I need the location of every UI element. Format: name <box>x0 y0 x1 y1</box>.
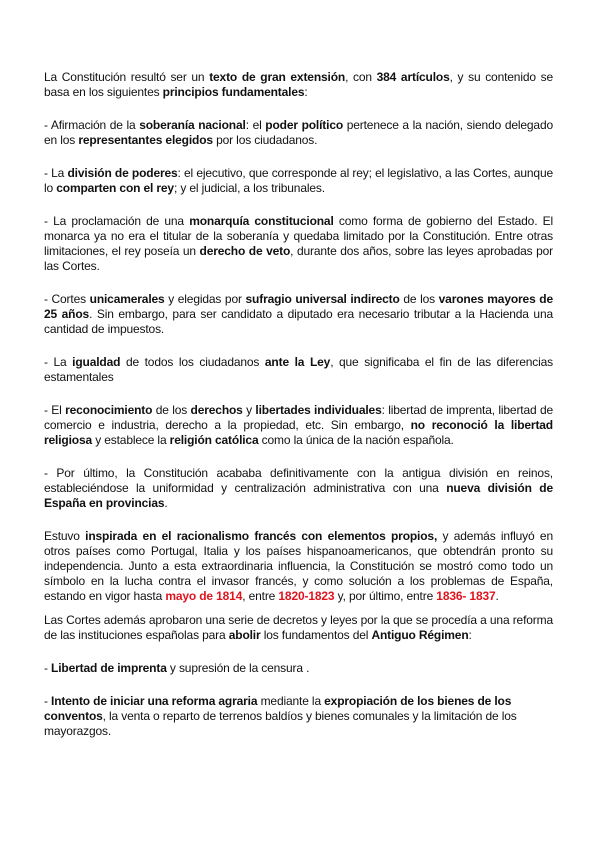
text-run: Las Cortes además aprobaron una serie de decretos y leyes por la que se procedía a una reforma de las instituciones españolas para <box>44 613 553 642</box>
bold-term: abolir <box>228 628 261 642</box>
bold-term: igualdad <box>72 355 121 369</box>
paragraph-reforma-agraria <box>44 694 553 739</box>
text-run: - Afirmación de la <box>44 118 140 132</box>
bold-term: derechos <box>190 403 243 417</box>
text-run: de todos los ciudadanos <box>120 355 265 369</box>
bold-term: inspirada en el racionalismo francés con elementos propios, <box>85 529 438 543</box>
text-run: . <box>164 496 168 510</box>
bold-term: división de poderes <box>67 166 178 180</box>
text-run: - <box>44 694 52 708</box>
text-run: por los ciudadanos. <box>212 133 318 147</box>
bold-term: varones mayores de 25 años <box>44 292 553 321</box>
text-run: - <box>44 661 52 675</box>
text-run: : <box>468 628 472 642</box>
paragraph-libertad-imprenta <box>44 661 553 676</box>
text-run: ; y el judicial, a los tribunales. <box>173 181 325 195</box>
text-run: , la venta o reparto de terrenos baldíos y bienes comunales y la limitación de los mayorazgos. <box>44 709 517 738</box>
bold-term: libertades individuales <box>255 403 382 417</box>
text-run: La Constitución resultó ser un <box>44 70 210 84</box>
text-run: . <box>495 589 499 603</box>
paragraph-influencia <box>44 529 553 604</box>
text-run: y elegidas por <box>164 292 246 306</box>
bold-term: sufragio universal indirecto <box>245 292 400 306</box>
bold-term: expropiación de los bienes de los conventos <box>44 694 512 723</box>
bold-term: comparten con el rey <box>56 181 174 195</box>
bold-term: texto de gran extensión <box>209 70 346 84</box>
text-run: y además influyó en otros países como Portugal, Italia y los países hispanoamericanos, que obtendrán pronto su independencia. Junto a esta extraordinaria influencia, la Constitución se mostró como todo un símbolo en la lucha contra el invasor francés, y como solución a los problemas de España, estando en vigor hasta <box>44 529 553 603</box>
text-run: y, por último, entre <box>334 589 437 603</box>
bold-term: ante la Ley <box>264 355 331 369</box>
text-run: de los <box>152 403 191 417</box>
text-run: pertenece a la nación, siendo delegado en los <box>44 118 553 147</box>
paragraph-decretos-leyes <box>44 613 553 643</box>
text-run: : libertad de imprenta, libertad de comercio e industria, derecho a la propiedad, etc. Sin embargo, <box>44 403 553 432</box>
bold-term: religión católica <box>169 433 259 447</box>
text-run: y establece la <box>92 433 170 447</box>
text-run: Estuvo <box>44 529 86 543</box>
paragraph-derechos-libertades <box>44 403 553 448</box>
bold-term: representantes elegidos <box>78 133 213 147</box>
bold-term: derecho de veto <box>199 244 291 258</box>
paragraph-cortes-unicamerales <box>44 292 553 337</box>
text-run: , durante dos años, sobre las leyes aprobadas por las Cortes. <box>44 244 553 273</box>
paragraph-division-poderes <box>44 166 553 196</box>
bold-term: unicamerales <box>89 292 165 306</box>
text-run: como forma de gobierno del Estado. El monarca ya no era el titular de la soberanía y quedaba limitado por la Constitución. Entre otras limitaciones, el rey poseía un <box>44 214 553 258</box>
text-run: , entre <box>242 589 279 603</box>
text-run: - El <box>44 403 66 417</box>
text-run: , que significaba el fin de las diferencias estamentales <box>44 355 553 384</box>
text-run: . Sin embargo, para ser candidato a diputado era necesario tributar a la Hacienda una cantidad de impuestos. <box>44 307 553 336</box>
bold-term: monarquía constitucional <box>189 214 334 228</box>
paragraph-soberania-nacional <box>44 118 553 148</box>
text-run: de los <box>399 292 439 306</box>
bold-term: poder político <box>265 118 344 132</box>
text-run: mediante la <box>257 694 325 708</box>
bold-term: principios fundamentales <box>162 85 305 99</box>
paragraph-monarquia-constitucional <box>44 214 553 274</box>
paragraph-division-provincias <box>44 466 553 511</box>
date-highlight: 1820-1823 <box>278 589 335 603</box>
paragraph-intro <box>44 70 553 100</box>
bold-term: Antiguo Régimen <box>371 628 469 642</box>
bold-term: reconocimiento <box>65 403 153 417</box>
bold-term: soberanía nacional <box>139 118 246 132</box>
text-run: : <box>304 85 308 99</box>
text-run: - Por último, la Constitución acababa definitivamente con la antigua división en reinos, estableciéndose la uniformidad y centralización administrativa con una <box>44 466 553 495</box>
document-page <box>44 70 553 757</box>
text-run: - La <box>44 166 68 180</box>
bold-term: Libertad de imprenta <box>51 661 167 675</box>
bold-term: 384 artículos <box>376 70 450 84</box>
text-run: como la única de la nación española. <box>258 433 454 447</box>
text-run: y <box>242 403 256 417</box>
text-run: los fundamentos del <box>260 628 372 642</box>
text-run: - Cortes <box>44 292 90 306</box>
text-run: : el ejecutivo, que corresponde al rey; el legislativo, a las Cortes, aunque lo <box>44 166 554 195</box>
text-run: y supresión de la censura . <box>166 661 310 675</box>
text-run: - La <box>44 355 73 369</box>
text-run: , y su contenido se basa en los siguientes <box>44 70 553 99</box>
bold-term: nueva división de España en provincias <box>44 481 553 510</box>
bold-term: Intento de iniciar una reforma agraria <box>51 694 258 708</box>
text-run: , con <box>345 70 377 84</box>
text-run: - La proclamación de una <box>44 214 190 228</box>
bold-term: no reconoció la libertad religiosa <box>44 418 553 447</box>
date-highlight: 1836- 1837 <box>436 589 496 603</box>
date-highlight: mayo de 1814 <box>165 589 243 603</box>
paragraph-igualdad-ley <box>44 355 553 385</box>
text-run: : el <box>245 118 266 132</box>
